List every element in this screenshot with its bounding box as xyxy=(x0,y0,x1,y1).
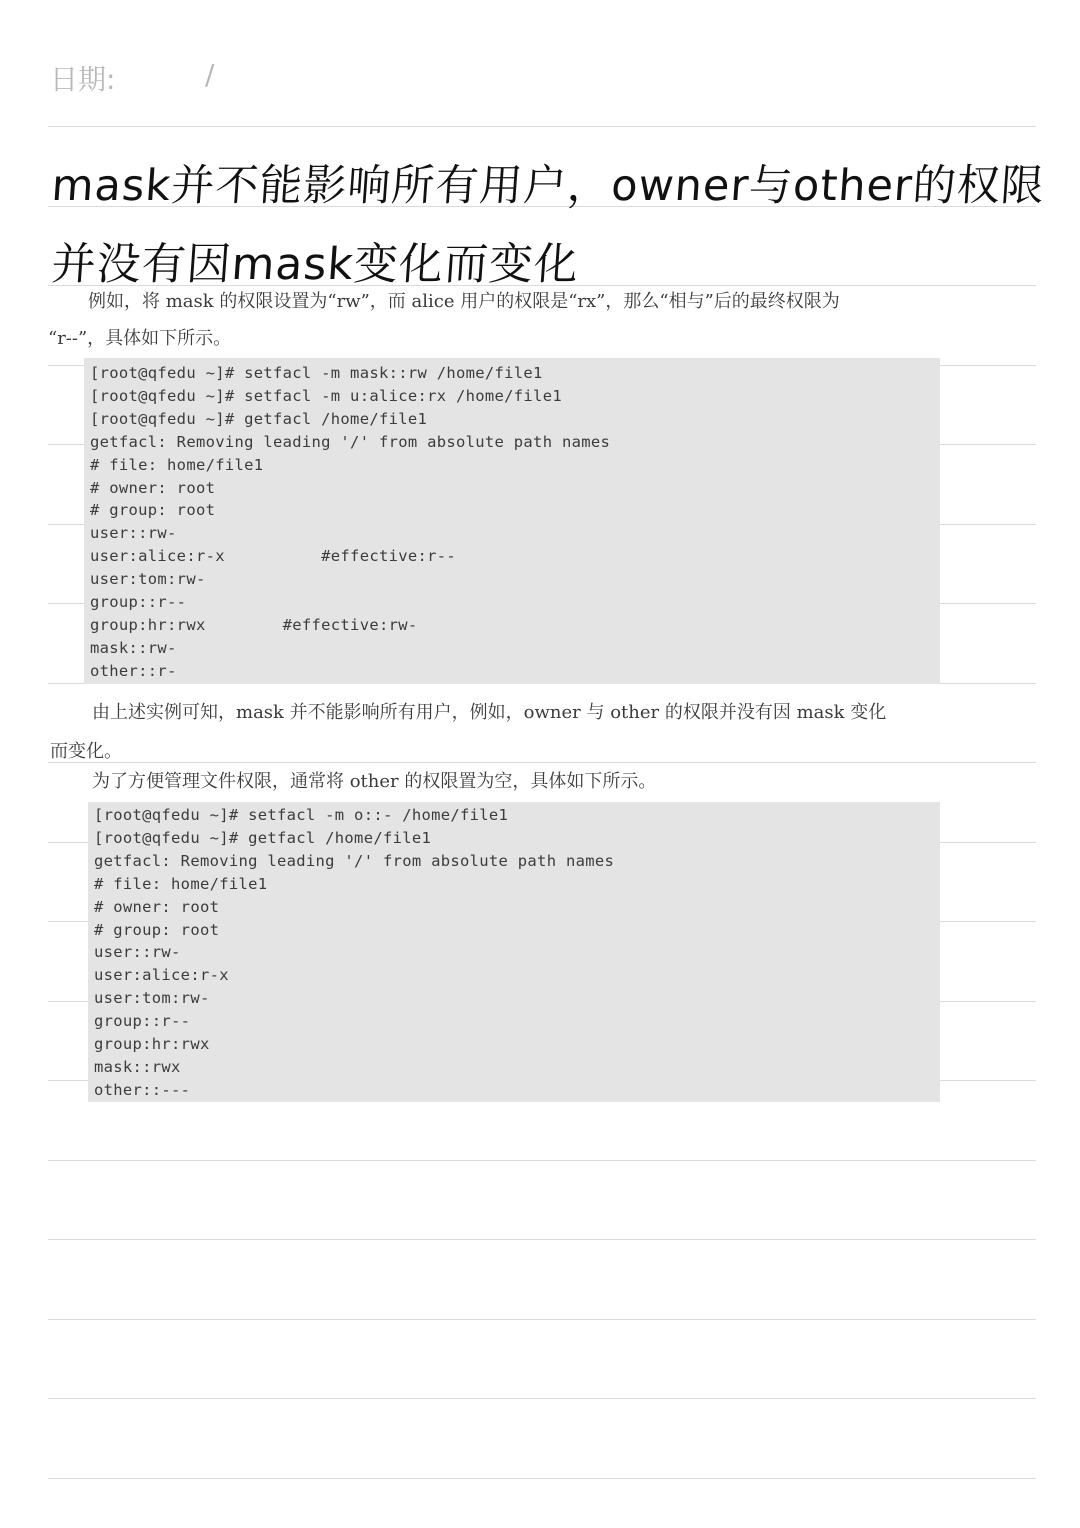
handwritten-note-line-1: mask并不能影响所有用户，owner与other的权限 xyxy=(50,161,1047,211)
code-line: user:alice:r-x #effective:r-- xyxy=(90,547,457,566)
code-line: user::rw- xyxy=(94,943,181,962)
ruled-line xyxy=(48,1160,1036,1161)
code-line: [root@qfedu ~]# getfacl /home/file1 xyxy=(94,828,432,847)
ruled-line xyxy=(48,126,1036,127)
code-line: # owner: root xyxy=(90,478,216,497)
code-line: [root@qfedu ~]# setfacl -m u:alice:rx /home/file1 xyxy=(90,386,562,405)
handwritten-note-line-2: 并没有因mask变化而变化 xyxy=(49,239,581,290)
paragraph-2-line-1: 由上述实例可知，mask 并不能影响所有用户，例如，owner 与 other 的权限并没有因 mask 变化 xyxy=(92,702,887,723)
code-line: other::--- xyxy=(94,1080,191,1099)
code-line: user:tom:rw- xyxy=(94,989,210,1008)
paragraph-1-line-2: “r--”，具体如下所示。 xyxy=(48,328,232,349)
code-line: # file: home/file1 xyxy=(94,874,268,893)
code-line: group::r-- xyxy=(94,1012,191,1031)
ruled-line xyxy=(48,1319,1036,1320)
ruled-line xyxy=(48,1398,1036,1399)
code-line: other::r- xyxy=(90,661,177,680)
code-line: user::rw- xyxy=(90,524,177,543)
code-line: mask::rwx xyxy=(94,1057,181,1076)
ruled-line xyxy=(48,1478,1036,1479)
code-line: mask::rw- xyxy=(90,638,177,657)
paragraph-1-line-1: 例如，将 mask 的权限设置为“rw”，而 alice 用户的权限是“rx”，那么“相与”后的最终权限为 xyxy=(88,291,840,312)
code-line: [root@qfedu ~]# setfacl -m o::- /home/file1 xyxy=(94,806,509,824)
code-line: group:hr:rwx xyxy=(94,1035,210,1053)
code-block-1 xyxy=(84,358,940,684)
code-line: [root@qfedu ~]# setfacl -m mask::rw /home/file1 xyxy=(90,364,543,382)
code-line: # owner: root xyxy=(94,897,220,916)
code-line: # group: root xyxy=(94,920,220,939)
code-line: [root@qfedu ~]# getfacl /home/file1 xyxy=(90,409,428,428)
code-line: user:alice:r-x xyxy=(94,966,229,985)
date-separator: / xyxy=(205,58,215,91)
code-line: getfacl: Removing leading '/' from absolute path names xyxy=(90,432,611,451)
paragraph-2-line-2: 而变化。 xyxy=(50,741,122,762)
date-label: 日期: xyxy=(50,63,116,96)
code-block-2 xyxy=(88,802,940,1102)
code-line: # file: home/file1 xyxy=(90,455,264,474)
ruled-line xyxy=(48,1239,1036,1240)
code-line: user:tom:rw- xyxy=(90,570,206,589)
code-line: # group: root xyxy=(90,501,216,520)
code-line: getfacl: Removing leading '/' from absolute path names xyxy=(94,851,615,870)
paragraph-3: 为了方便管理文件权限，通常将 other 的权限置为空，具体如下所示。 xyxy=(92,771,657,792)
code-line: group:hr:rwx #effective:rw- xyxy=(90,615,418,634)
pasted-document-excerpt xyxy=(50,282,940,1102)
code-line: group::r-- xyxy=(90,593,187,611)
